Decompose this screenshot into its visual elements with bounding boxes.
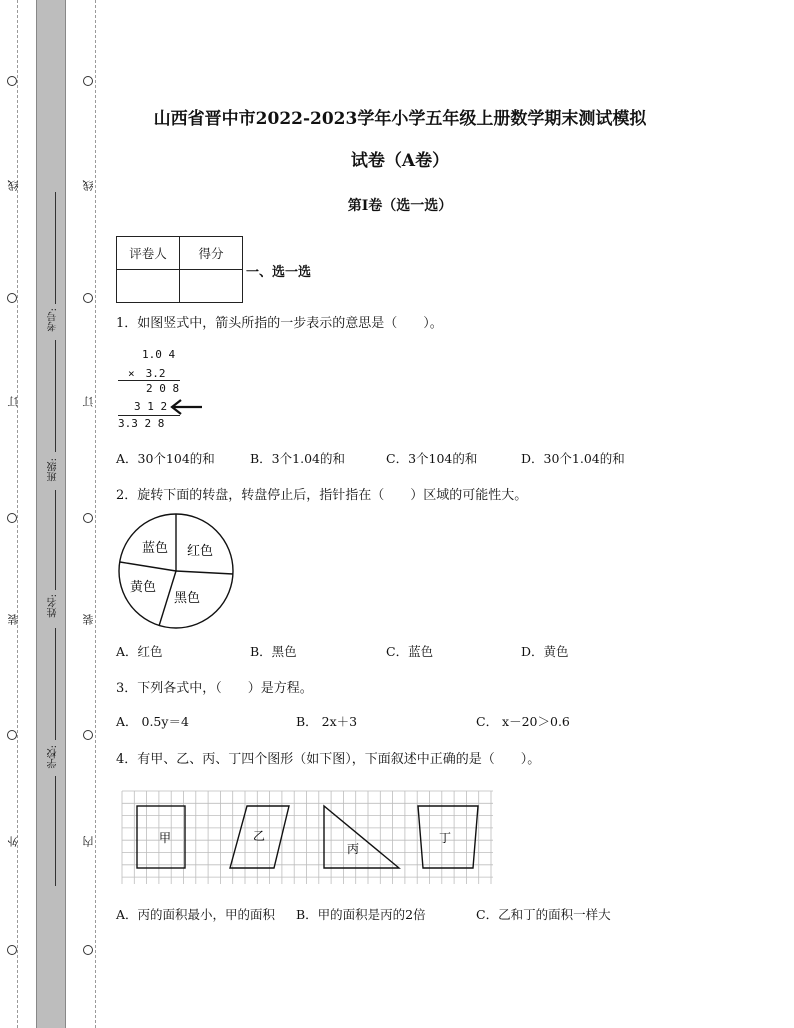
q2-option-c[interactable]: C．蓝色 (386, 644, 434, 659)
sector-label-yellow: 黄色 (130, 580, 157, 595)
score-table (116, 236, 243, 303)
q2-option-b[interactable]: B．黑色 (250, 644, 297, 659)
calc-multiplicand: 1.0 4 (142, 348, 176, 361)
margin-char: 订 (7, 396, 20, 407)
binding-hole (83, 730, 93, 740)
calc-partial-2: 3 1 2 (134, 400, 168, 413)
shape-label-bing: 丙 (347, 842, 360, 856)
field-line (55, 628, 56, 740)
shape-grid (121, 790, 495, 886)
grader-cell[interactable] (117, 270, 180, 303)
q1-option-a[interactable]: A．30个104的和 (116, 451, 215, 466)
q4-option-a[interactable]: A．丙的面积最小，甲的面积 (116, 907, 276, 922)
score-header: 得分 (180, 237, 243, 270)
binding-hole (83, 945, 93, 955)
shape-label-yi: 乙 (253, 829, 266, 843)
margin-char: 内 (82, 836, 95, 847)
question-3-text: 3．下列各式中，（ ）是方程。 (116, 681, 313, 696)
shape-label-ding: 丁 (439, 831, 452, 845)
question-4-text: 4．有甲、乙、丙、丁四个图形（如下图），下面叙述中正确的是（ ）。 (116, 752, 541, 767)
field-line (55, 192, 56, 304)
q1-option-b[interactable]: B．3个1.04的和 (250, 451, 345, 466)
q3-option-c[interactable]: C． x－20＞0.6 (476, 714, 570, 729)
page-title: 山西省晋中市2022-2023学年小学五年级上册数学期末测试模拟 (153, 109, 647, 129)
q2-option-d[interactable]: D．黄色 (521, 644, 569, 659)
inner-dashed-line (95, 0, 96, 1028)
binding-hole (83, 513, 93, 523)
binding-hole (7, 293, 17, 303)
q1-option-c[interactable]: C．3个104的和 (386, 451, 478, 466)
q3-option-b[interactable]: B． 2x＋3 (296, 714, 358, 729)
sector-label-black: 黑色 (174, 591, 201, 606)
binding-hole (83, 293, 93, 303)
shape-label-jia: 甲 (159, 831, 172, 845)
field-line (55, 776, 56, 886)
field-line (55, 490, 56, 590)
q3-option-a[interactable]: A． 0.5y＝4 (116, 714, 189, 729)
grader-header: 评卷人 (117, 237, 180, 270)
exam-number-label: 考号: (48, 308, 59, 332)
margin-char: 线 (7, 180, 20, 191)
section-title: 第I卷（选一选） (347, 198, 453, 214)
q1-option-d[interactable]: D．30个1.04的和 (521, 451, 625, 466)
score-cell[interactable] (180, 270, 243, 303)
binding-hole (7, 945, 17, 955)
margin-char: 线 (82, 180, 95, 191)
class-label: 班级: (48, 458, 59, 482)
calc-result: 3.3 2 8 (118, 417, 165, 430)
spinner-wheel (116, 512, 238, 632)
calc-multiplier: × 3.2 (128, 367, 166, 380)
margin-char: 装 (82, 614, 95, 625)
part-heading: 一、选一选 (246, 265, 312, 280)
binding-hole (7, 730, 17, 740)
margin-char: 外 (7, 836, 20, 847)
question-2-text: 2．旋转下面的转盘，转盘停止后，指针指在（ ）区域的可能性大。 (116, 488, 528, 503)
binding-strip (36, 0, 66, 1028)
arrow-left-icon (168, 398, 204, 416)
page-title-line2: 试卷（A卷） (350, 151, 450, 171)
outer-dashed-line (17, 0, 18, 1028)
sector-label-blue: 蓝色 (142, 541, 169, 556)
binding-hole (7, 76, 17, 86)
q4-option-b[interactable]: B．甲的面积是丙的2倍 (296, 907, 426, 922)
q2-option-a[interactable]: A．红色 (116, 644, 163, 659)
vertical-multiplication (116, 348, 236, 433)
binding-hole (83, 76, 93, 86)
calc-rule (118, 380, 180, 381)
field-line (55, 340, 56, 452)
binding-hole (7, 513, 17, 523)
margin-char: 装 (7, 614, 20, 625)
margin-char: 订 (82, 396, 95, 407)
sector-label-red: 红色 (187, 544, 214, 559)
q4-option-c[interactable]: C．乙和丁的面积一样大 (476, 907, 611, 922)
calc-partial-1: 2 0 8 (146, 382, 180, 395)
question-1-text: 1．如图竖式中，箭头所指的一步表示的意思是（ ）。 (116, 316, 443, 331)
name-label: 姓名: (48, 594, 59, 618)
school-label: 学校: (48, 745, 59, 769)
